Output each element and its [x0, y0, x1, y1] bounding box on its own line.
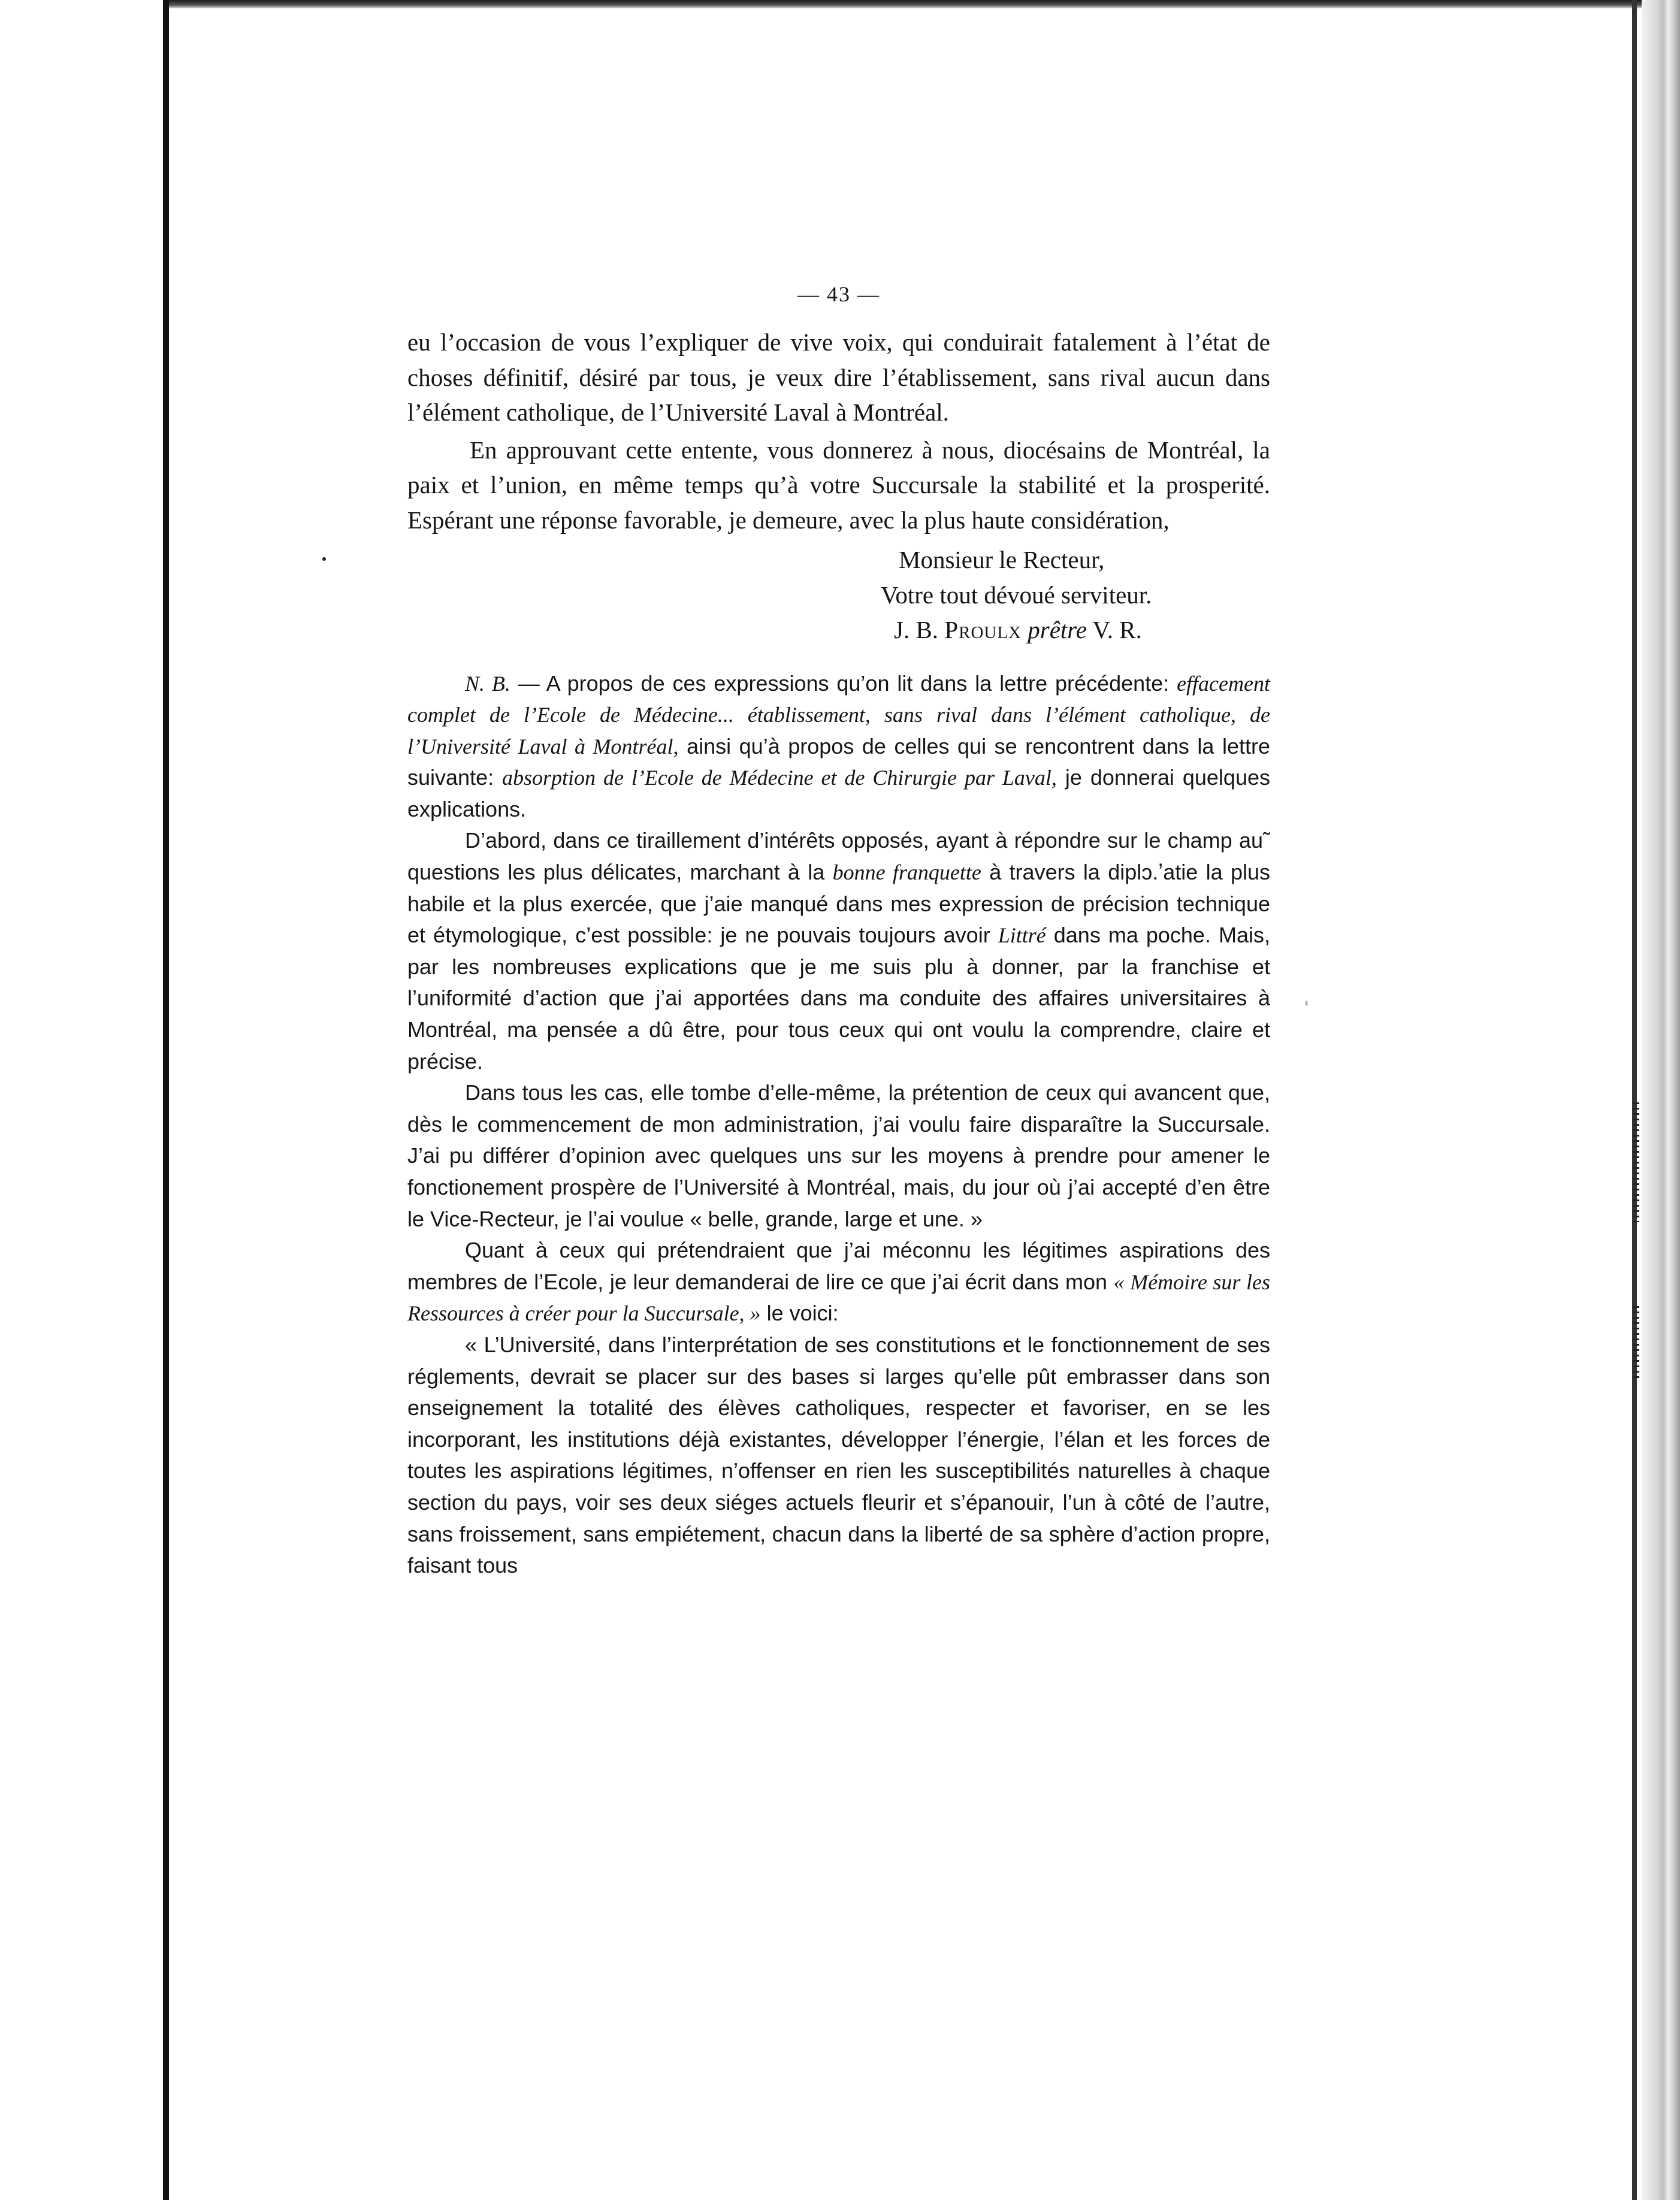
note-text: — A propos de ces expressions qu’on lit dans la lettre précédente:	[510, 670, 1177, 696]
left-border-shadow	[163, 0, 169, 2200]
note-text: à travers la diplɔ.ʼatie la plus habile et la plus exercée, que j’aie manqué dans mes expression de précision technique et étymologique, c’est possible: je ne pouvais toujours avoir	[407, 860, 1271, 948]
note-text: je donnerai quelques explications.	[407, 765, 1270, 821]
note-paragraph: « L’Université, dans l’interprétation de ses constitutions et le fonctionnement de ses réglements, devrait se placer sur des bases si larges qu’elle pût embrasser dans son enseignement la totalité des élèves catholiques, respecter et favoriser, en se les incorporant, les institutions déjà existantes, développer l’énergie, l’élan et les forces de toutes les aspirations légitimes, n’offenser en rien les susceptibilités naturelles à chaque section du pays, voir ses deux siéges actuels fleurir et s’épanouir, l’un à côté de l’autre, sans froissement, sans empiétement, chacun dans la liberté de sa sphère d’action propre, faisant tous	[407, 1332, 1270, 1578]
top-border-shadow	[169, 0, 1680, 8]
note-paragraph	[407, 1235, 1270, 1329]
complimentary-close: Votre tout dévoué serviteur.	[881, 581, 1152, 609]
note-paragraph	[407, 668, 1270, 826]
note-label: N. B.	[465, 671, 510, 696]
right-border-shadow	[1632, 0, 1637, 2200]
note-paragraph	[407, 825, 1270, 1077]
signature-name: Proulx	[944, 616, 1022, 643]
right-edge-ticks	[1633, 1306, 1639, 1378]
page-content	[407, 282, 1270, 1582]
note-text: dans ma poche. Mais, par les nombreuses explications que je me suis plu à donner, par la franchise et l’uniformité d’action que j’ai apportées dans ma conduite des affaires universitaires à Montréal, ma pensée a dû être, pour tous ceux qui ont voulu la comprendre, claire et précise.	[407, 923, 1270, 1074]
note-paragraph: Dans tous les cas, elle tombe d’elle-même, la prétention de ceux qui avancent que, dès le commencement de mon administration, j’ai voulu faire disparaître la Succursale. J’ai pu différer d’opinion avec quelques uns sur les moyens à prendre pour amener le fonctionement prospère de l’Université à Montréal, mais, du jour où j’ai accepté d’en être le Vice-Recteur, je l’ai voulue « belle, grande, large et une. »	[407, 1080, 1270, 1231]
right-page-stack	[1642, 0, 1680, 2200]
signature-title: prêtre	[1028, 616, 1087, 643]
letter-paragraph: eu l’occasion de vous l’expliquer de vive voix, qui conduirait fatalement à l’état de choses définitif, désiré par tous, je veux dire l’établissement, sans rival aucun dans l’élément catholique, de l’Université Laval à Montréal.	[407, 328, 1270, 426]
letter-closing	[407, 542, 1270, 648]
dust-speck	[322, 557, 326, 561]
memoir-title: « Mémoire sur les Ressources à créer pour la Succursale, »	[407, 1270, 1270, 1326]
italic-phrase: Littré	[998, 923, 1046, 948]
editorial-note	[407, 668, 1270, 1582]
salutation: Monsieur le Recteur,	[899, 546, 1105, 573]
dust-speck	[1305, 1001, 1308, 1006]
note-text: ainsi qu’à propos de celles qui se rencontrent dans la lettre suivante:	[407, 733, 1270, 790]
right-edge-ticks	[1633, 1102, 1639, 1222]
italic-phrase: bonne franquette	[832, 860, 981, 885]
note-text: Quant à ceux qui prétendraient que j’ai méconnu les légitimes aspirations des membres de l’Ecole, je leur demanderai de lire ce que j’ai écrit dans mon	[407, 1238, 1270, 1294]
signature-suffix: V. R.	[1092, 616, 1142, 643]
quoted-expression: absorption de l’Ecole de Médecine et de Chirurgie par Laval,	[502, 766, 1057, 790]
note-text: D’abord, dans ce tiraillement d’intérêts opposés, ayant à répondre sur le champ au˜ questions les plus délicates, marchant à la	[407, 828, 1270, 885]
letter-paragraph: En approuvant cette entente, vous donnerez à nous, diocésains de Montréal, la paix et l’union, en même temps qu’à votre Succursale la stabilité et la prosperité. Espérant une réponse favorable, je demeure, avec la plus haute considération,	[407, 436, 1270, 534]
page-number: — 43 —	[797, 282, 880, 306]
signature	[881, 612, 1270, 648]
note-text: le voici:	[760, 1301, 839, 1326]
quoted-expression: effacement complet de l’Ecole de Médecine... établissement, sans rival dans l’élément catholique, de l’Université Laval à Montréal,	[407, 671, 1270, 758]
left-margin	[0, 0, 169, 2200]
signature-initials: J. B.	[894, 616, 939, 643]
